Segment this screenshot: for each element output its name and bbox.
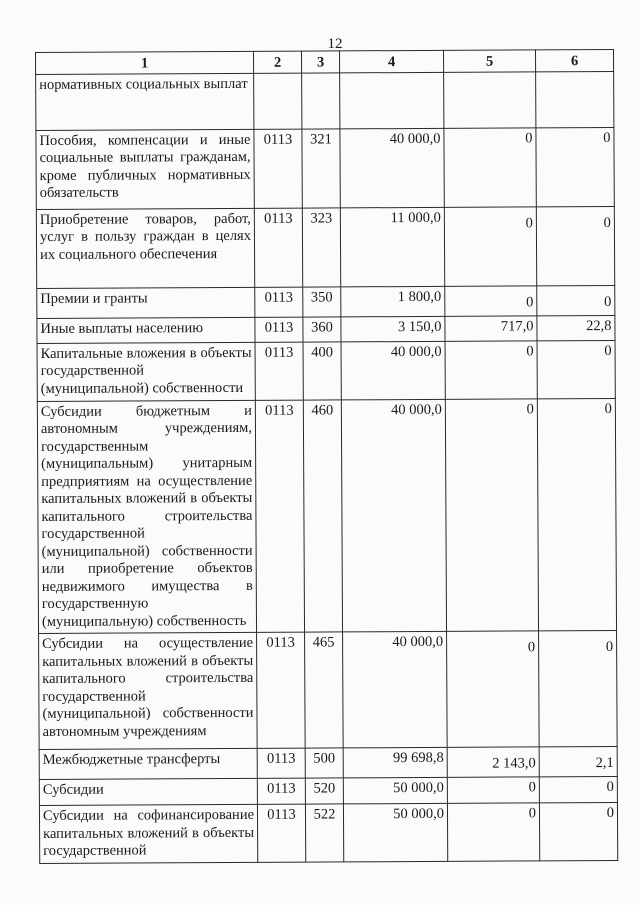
- executed-amount: 0: [444, 127, 536, 206]
- planned-amount: 40 000,0: [340, 128, 444, 208]
- column-header: 1: [36, 51, 254, 74]
- planned-amount: 40 000,0: [341, 341, 445, 400]
- section-code: 0113: [257, 632, 306, 748]
- table-row: [37, 315, 615, 343]
- column-header: 2: [253, 51, 301, 73]
- section-code: 0113: [255, 342, 303, 400]
- table-row: [36, 206, 614, 288]
- column-header: 5: [443, 50, 535, 72]
- table-row: [37, 340, 615, 401]
- row-name: Иные выплаты населению: [37, 317, 255, 343]
- expense-type-code: 321: [302, 128, 340, 207]
- execution-percent: 0: [539, 630, 618, 746]
- executed-amount: 0: [445, 340, 537, 398]
- row-name: Субсидии на осуществление капитальных вложений в объекты капитального строительства государственной (муниципальной) собственности автономным учреждениям: [39, 632, 258, 749]
- execution-percent: 0: [536, 206, 614, 285]
- planned-amount: 40 000,0: [343, 631, 448, 748]
- planned-amount: 50 000,0: [343, 777, 447, 804]
- execution-percent: 0: [536, 127, 614, 206]
- execution-percent: 0: [539, 802, 617, 860]
- row-name: Межбюджетные трансферты: [39, 748, 257, 779]
- planned-amount: 40 000,0: [341, 399, 446, 632]
- section-code: 0113: [255, 400, 304, 633]
- planned-amount: 50 000,0: [343, 803, 447, 861]
- planned-amount: 1 800,0: [341, 286, 445, 317]
- row-name: Премии и гранты: [37, 287, 255, 318]
- column-header: 6: [535, 49, 613, 71]
- section-code: 0113: [257, 778, 305, 804]
- section-code: [254, 73, 302, 129]
- row-name: Капитальные вложения в объекты государственной (муниципальной) собственности: [37, 342, 255, 401]
- section-code: 0113: [257, 804, 305, 862]
- table-row: [37, 398, 616, 634]
- expense-type-code: 400: [303, 341, 341, 399]
- planned-amount: [340, 72, 444, 129]
- row-name: нормативных социальных выплат: [36, 73, 254, 130]
- execution-percent: 0: [537, 398, 616, 631]
- row-name: Субсидии: [39, 778, 257, 805]
- row-name: Приобретение товаров, работ, услуг в пользу граждан в целях их социального обеспечения: [36, 208, 254, 288]
- expense-type-code: 520: [305, 778, 343, 804]
- executed-amount: 717,0: [445, 315, 537, 340]
- planned-amount: 99 698,8: [343, 747, 447, 778]
- section-code: 0113: [254, 129, 302, 208]
- execution-percent: 22,8: [537, 315, 615, 340]
- execution-percent: 0: [537, 285, 615, 315]
- table-row: [37, 285, 615, 318]
- expense-type-code: 465: [305, 632, 344, 748]
- executed-amount: 0: [447, 777, 539, 803]
- row-name: Субсидии на софинансирование капитальных вложений в объекты государственной: [39, 804, 257, 863]
- executed-amount: 0: [447, 803, 539, 861]
- column-header: 4: [339, 50, 443, 72]
- table-row: [39, 776, 617, 805]
- expense-type-code: 360: [303, 316, 341, 341]
- executed-amount: 2 143,0: [447, 747, 539, 777]
- execution-percent: 2,1: [539, 746, 617, 776]
- execution-percent: 0: [537, 340, 615, 398]
- executed-amount: [444, 71, 536, 127]
- section-code: 0113: [254, 208, 302, 287]
- table-row: [39, 746, 617, 779]
- page-number: 12: [327, 36, 343, 52]
- execution-percent: [536, 71, 614, 127]
- section-code: 0113: [255, 317, 303, 342]
- expense-type-code: 460: [303, 399, 342, 632]
- table-row: [36, 71, 614, 130]
- executed-amount: 0: [444, 206, 536, 285]
- budget-table: [35, 49, 618, 864]
- header-row: [36, 49, 614, 74]
- column-header: 3: [301, 51, 339, 73]
- expense-type-code: [302, 72, 340, 128]
- expense-type-code: 350: [303, 286, 341, 316]
- row-name: Пособия, компенсации и иные социальные выплаты гражданам, кроме публичных нормативных обязательств: [36, 129, 254, 209]
- table-row: [39, 802, 617, 863]
- section-code: 0113: [255, 287, 303, 317]
- executed-amount: 0: [447, 631, 540, 747]
- execution-percent: 0: [539, 776, 617, 802]
- expense-type-code: 500: [305, 748, 343, 778]
- planned-amount: 11 000,0: [340, 207, 444, 287]
- table-row: [39, 630, 618, 749]
- section-code: 0113: [257, 748, 305, 778]
- expense-type-code: 522: [305, 804, 343, 862]
- executed-amount: 0: [445, 398, 538, 631]
- row-name: Субсидии бюджетным и автономным учреждениям, государственным (муниципальным) унитарным предприятиям на осуществление капитальных вложений в объекты капитального строительства государственной (муниципальной) собственности или приобретение объектов недвижимого имущества в государственную (муниципальную) собственность: [37, 400, 256, 634]
- executed-amount: 0: [445, 285, 537, 315]
- planned-amount: 3 150,0: [341, 316, 445, 342]
- table-row: [36, 127, 614, 209]
- expense-type-code: 323: [302, 207, 340, 286]
